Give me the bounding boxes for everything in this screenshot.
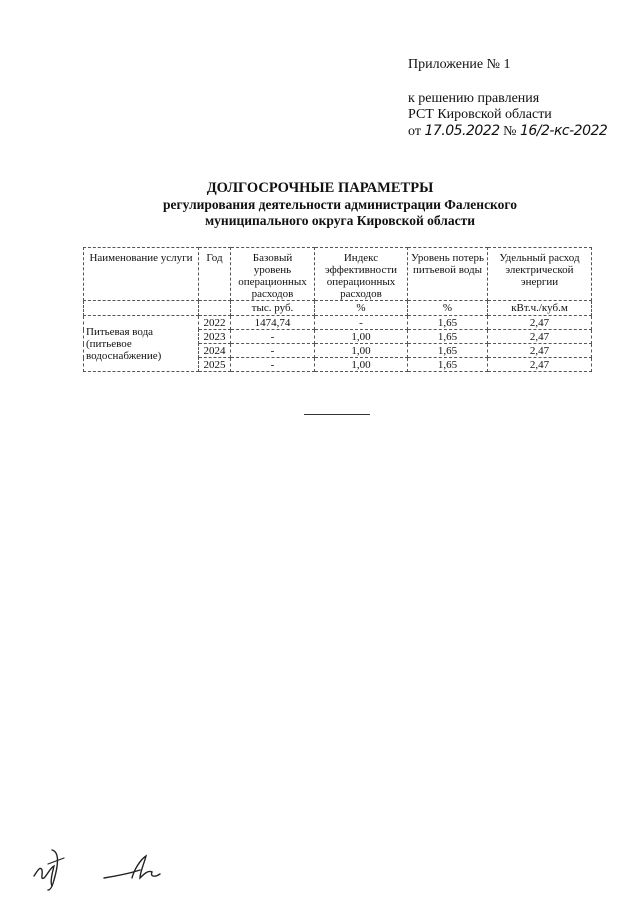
cell-energy: 2,47 xyxy=(488,330,592,344)
number-prefix: № xyxy=(503,124,517,139)
units-base: тыс. руб. xyxy=(231,301,315,316)
cell-base: - xyxy=(231,330,315,344)
document-subtitle-line1: регулирования деятельности администрации Фаленского xyxy=(163,197,517,212)
cell-loss: 1,65 xyxy=(408,316,488,330)
appendix-authority-line: РСТ Кировской области xyxy=(408,107,552,122)
end-divider xyxy=(304,414,370,415)
document-title: ДОЛГОСРОЧНЫЕ ПАРАМЕТРЫ xyxy=(206,180,434,196)
units-service xyxy=(84,301,199,316)
document-heading xyxy=(0,180,640,229)
cell-base: - xyxy=(231,344,315,358)
appendix-date-number-line xyxy=(408,123,607,140)
handwritten-signature-icon xyxy=(102,852,164,884)
cell-year: 2023 xyxy=(199,330,231,344)
appendix-title: Приложение № 1 xyxy=(408,57,511,72)
units-energy: кВт.ч./куб.м xyxy=(488,301,592,316)
table-row xyxy=(84,316,592,330)
cell-index: 1,00 xyxy=(315,330,408,344)
cell-loss: 1,65 xyxy=(408,344,488,358)
units-index: % xyxy=(315,301,408,316)
cell-energy: 2,47 xyxy=(488,358,592,372)
header-service: Наименование услуги xyxy=(84,248,199,301)
table-units-row xyxy=(84,301,592,316)
header-efficiency-index: Индекс эффективности операционных расходов xyxy=(315,248,408,301)
document-subtitle-line2: муниципального округа Кировской области xyxy=(204,213,476,228)
cell-base: - xyxy=(231,358,315,372)
cell-index: 1,00 xyxy=(315,344,408,358)
header-base-costs: Базовый уровень операционных расходов xyxy=(231,248,315,301)
decision-date: 17.05.2022 xyxy=(424,123,500,139)
cell-energy: 2,47 xyxy=(488,344,592,358)
cell-loss: 1,65 xyxy=(408,330,488,344)
cell-index: - xyxy=(315,316,408,330)
appendix-decision-line: к решению правления xyxy=(408,91,540,106)
table-header-row xyxy=(84,248,592,301)
cell-year: 2022 xyxy=(199,316,231,330)
parameters-table xyxy=(83,247,592,372)
cell-year: 2024 xyxy=(199,344,231,358)
appendix-block xyxy=(408,57,607,140)
header-year: Год xyxy=(199,248,231,301)
cell-index: 1,00 xyxy=(315,358,408,372)
cell-loss: 1,65 xyxy=(408,358,488,372)
units-year xyxy=(199,301,231,316)
cell-energy: 2,47 xyxy=(488,316,592,330)
cell-year: 2025 xyxy=(199,358,231,372)
service-name: Питьевая вода (питьевое водоснабжение) xyxy=(84,316,199,372)
header-water-loss: Уровень потерь питьевой воды xyxy=(408,248,488,301)
header-energy-consumption: Удельный расход электрической энергии xyxy=(488,248,592,301)
handwritten-initials-icon xyxy=(30,840,80,892)
date-prefix: от xyxy=(408,124,421,139)
units-loss: % xyxy=(408,301,488,316)
decision-number: 16/2-кс-2022 xyxy=(519,123,608,139)
cell-base: 1474,74 xyxy=(231,316,315,330)
